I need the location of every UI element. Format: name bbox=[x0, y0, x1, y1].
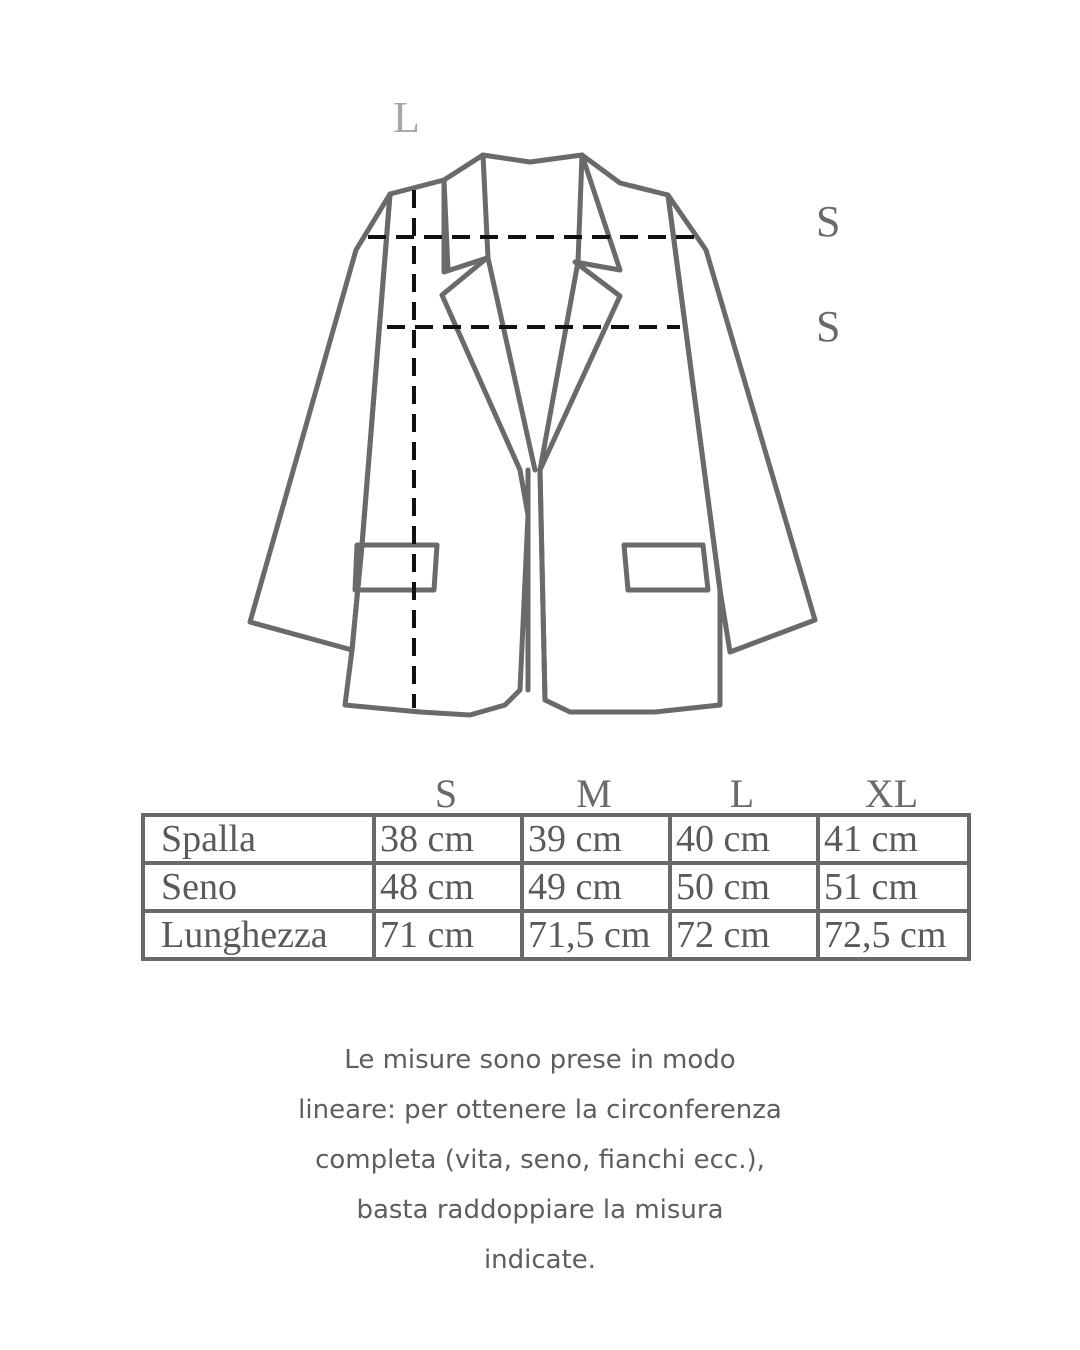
note-line: completa (vita, seno, fianchi ecc.), bbox=[315, 1145, 765, 1175]
cell-spalla-s: 38 cm bbox=[374, 815, 522, 863]
row-label-seno: Seno bbox=[143, 863, 374, 911]
cell-lunghezza-s: 71 cm bbox=[374, 911, 522, 959]
bust-label: S bbox=[816, 302, 841, 351]
cell-seno-l: 50 cm bbox=[670, 863, 818, 911]
cell-seno-m: 49 cm bbox=[522, 863, 670, 911]
left-sleeve bbox=[250, 194, 390, 650]
left-pocket bbox=[355, 545, 437, 590]
table-row bbox=[143, 911, 969, 959]
shoulder-label: S bbox=[816, 197, 841, 246]
table-row bbox=[143, 815, 969, 863]
cell-spalla-m: 39 cm bbox=[522, 815, 670, 863]
cell-seno-xl: 51 cm bbox=[818, 863, 969, 911]
cell-seno-s: 48 cm bbox=[374, 863, 522, 911]
row-label-spalla: Spalla bbox=[143, 815, 374, 863]
front-opening bbox=[528, 470, 545, 700]
note-line: basta raddoppiare la misura bbox=[356, 1195, 724, 1225]
note-line: indicate. bbox=[483, 1245, 597, 1275]
measurement-note bbox=[200, 1035, 880, 1285]
cell-lunghezza-m: 71,5 cm bbox=[522, 911, 670, 959]
size-header-l: L bbox=[729, 771, 755, 816]
size-header-xl: XL bbox=[864, 771, 919, 816]
length-label: L bbox=[393, 93, 420, 142]
left-body-panel bbox=[345, 180, 528, 715]
row-label-lunghezza: Lunghezza bbox=[143, 911, 374, 959]
size-table bbox=[141, 813, 971, 961]
note-line: lineare: per ottenere la circonferenza bbox=[298, 1095, 782, 1125]
right-sleeve bbox=[668, 195, 815, 652]
cell-lunghezza-l: 72 cm bbox=[670, 911, 818, 959]
cell-spalla-xl: 41 cm bbox=[818, 815, 969, 863]
table-row bbox=[143, 863, 969, 911]
note-line: Le misure sono prese in modo bbox=[344, 1045, 736, 1075]
cell-spalla-l: 40 cm bbox=[670, 815, 818, 863]
collar bbox=[444, 155, 582, 180]
right-pocket bbox=[624, 545, 708, 590]
size-header-m: M bbox=[576, 771, 612, 816]
size-header-s: S bbox=[434, 771, 458, 816]
cell-lunghezza-xl: 72,5 cm bbox=[818, 911, 969, 959]
